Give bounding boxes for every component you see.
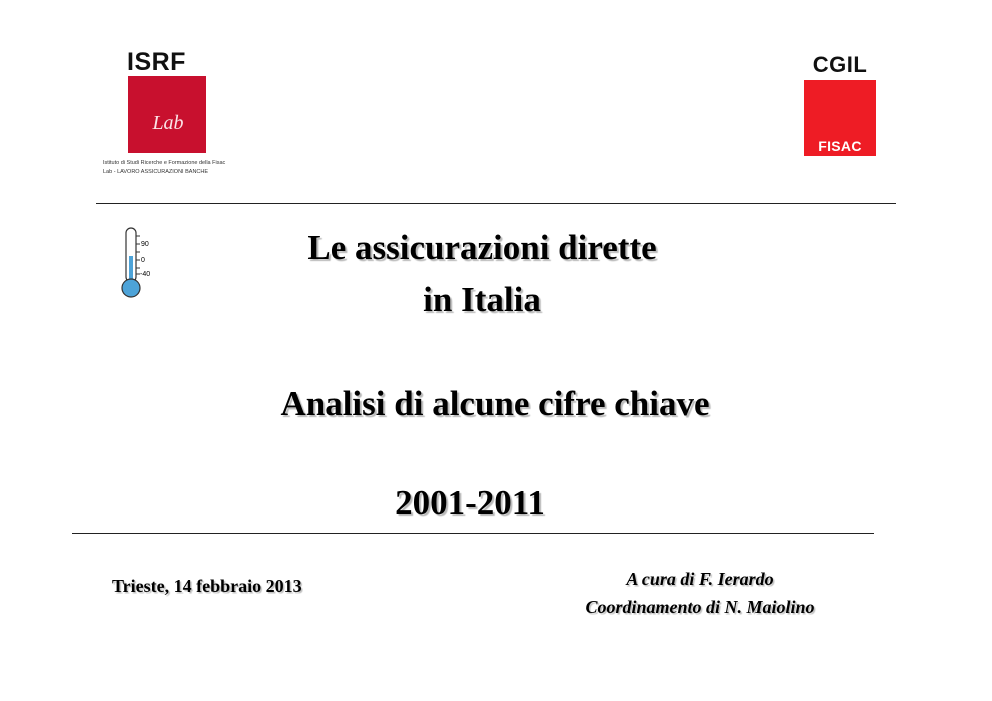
- credit-author: A cura di F. Ierardo: [626, 569, 774, 589]
- isrf-logo-lab: Lab: [152, 112, 184, 134]
- isrf-logo-word: ISRF: [127, 48, 186, 76]
- isrf-logo-subtitle-1: Istituto di Studi Ricerche e Formazione della Fisac: [103, 160, 226, 166]
- thermometer-label-bottom: -40: [140, 271, 151, 278]
- subtitle: Analisi di alcune cifre chiave: [280, 384, 710, 423]
- thermometer-icon: [118, 226, 158, 300]
- credit-coordinator: Coordinamento di N. Maiolino: [585, 597, 815, 617]
- isrf-lab-logo: [103, 48, 233, 183]
- title-line-1: Le assicurazioni dirette: [307, 228, 657, 267]
- thermometer-label-mid: 0: [141, 257, 145, 264]
- cgil-logo-word: CGIL: [812, 52, 868, 77]
- thermometer-label-top: 90: [141, 241, 149, 248]
- top-divider: [96, 203, 896, 204]
- isrf-logo-subtitle-2: Lab - LAVORO ASSICURAZIONI BANCHE: [103, 169, 209, 175]
- cgil-fisac-logo: [802, 52, 878, 158]
- cgil-logo-block: [804, 80, 876, 156]
- credits: [530, 565, 870, 621]
- title-line-2: in Italia: [423, 280, 541, 319]
- year-range: 2001-2011: [395, 483, 545, 522]
- bottom-divider: [72, 533, 874, 534]
- isrf-logo-block: [128, 76, 206, 153]
- place-date: Trieste, 14 febbraio 2013: [112, 576, 302, 596]
- cgil-logo-fisac: FISAC: [818, 138, 862, 154]
